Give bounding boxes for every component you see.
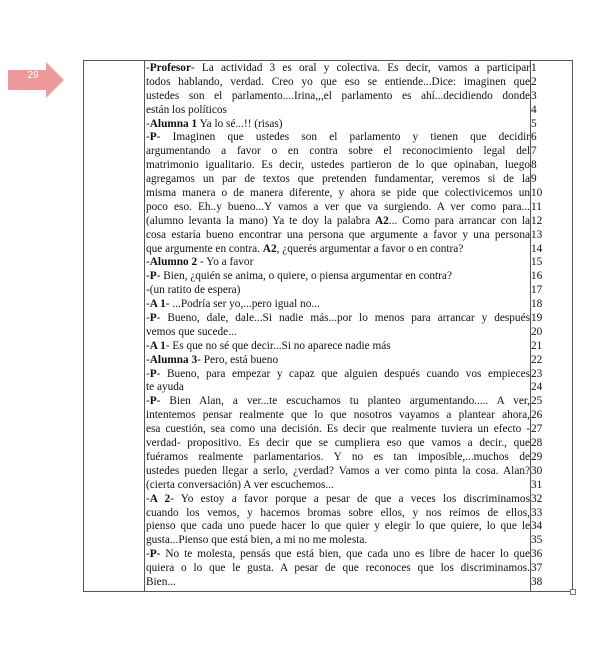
transcript-line — [146, 326, 530, 340]
transcript-line — [146, 368, 530, 382]
line-number: 4 — [531, 103, 537, 116]
transcript-text: ustedes pueden llegar a serlo, ¿verdad? Vamos a ver como pinta la cosa. Alan? — [146, 464, 530, 477]
line-number: 34 — [531, 520, 543, 533]
transcript-line — [146, 298, 530, 312]
line-number: 22 — [531, 353, 543, 366]
line-number: 3 — [531, 89, 537, 102]
left-column-divider — [144, 61, 145, 591]
speaker-label: Alumno 2 — [149, 256, 198, 269]
transcript-text: - — [146, 367, 150, 380]
transcript-line — [146, 187, 530, 201]
line-number: 38 — [531, 575, 543, 588]
transcript-text: - Bueno, para empezar y capaz que alguien después cuando vos empieces — [156, 367, 530, 380]
line-number: 2 — [531, 75, 537, 88]
line-number: 24 — [531, 381, 543, 394]
transcript-text: vemos que sucede... — [146, 325, 237, 338]
transcript-line — [146, 215, 530, 229]
speaker-label: A 1 — [149, 339, 166, 352]
transcript-line — [146, 243, 530, 257]
transcript-text: verdad- propositivo. Es decir que se cumpliera eso que vamos a decir., que — [146, 437, 530, 450]
transcript-text: intentemos pensar realmente que lo que nosotros vayamos a plantear ahora, — [146, 409, 530, 422]
transcript-line — [146, 284, 530, 298]
transcript-text: todos hablando, verdad. Creo yo que eso se entiende...Dice: imaginen que — [146, 75, 530, 88]
transcript-text: - Yo estoy a favor porque a pesar de que a veces los discriminamos — [170, 492, 530, 505]
page-marker-number: 29 — [27, 70, 39, 81]
line-number: 27 — [531, 423, 543, 436]
transcript-text: - — [146, 62, 150, 74]
transcript-text: esa cuestión, sea como una decisión. Es decir que realmente tuviera un efecto - — [146, 423, 530, 436]
line-number: 11 — [531, 200, 542, 213]
transcript-line — [146, 395, 530, 409]
transcript-text: cuando los vemos, y hacemos bromas sobre ellos, y nos reímos de ellos, — [146, 506, 530, 519]
transcript-text: argumentando a favor o en contra sobre el reconocimiento legal del — [146, 145, 530, 158]
speaker-label: P — [149, 395, 157, 408]
line-number: 12 — [531, 214, 543, 227]
transcript-text: - No te molesta, pensás que está bien, que cada uno es libre de hacer lo que — [156, 548, 530, 561]
speaker-label: P — [149, 131, 157, 144]
line-number: 25 — [531, 395, 543, 408]
transcript-text: gusta...Pienso que está bien, a mi no me molesta. — [146, 534, 368, 547]
transcript-line — [146, 62, 530, 76]
line-number: 8 — [531, 159, 537, 172]
transcript-line — [146, 409, 530, 423]
transcript-line — [146, 465, 530, 479]
transcript-text: - — [146, 339, 150, 352]
transcript-text: cosa estaría bueno encontrar una persona que argumente a favor y una persona — [146, 228, 530, 241]
speaker-label: A 2 — [149, 492, 171, 505]
line-number: 35 — [531, 534, 543, 547]
line-number: 20 — [531, 325, 543, 338]
transcript-line — [146, 173, 530, 187]
transcript-line — [146, 562, 530, 576]
transcript-text: Bien... — [146, 575, 176, 588]
line-number: 18 — [531, 298, 543, 311]
transcript-line — [146, 131, 530, 145]
line-number: 6 — [531, 131, 537, 144]
transcript-line — [146, 548, 530, 562]
transcript-text: - Pero, está bueno — [197, 353, 279, 366]
transcript-line — [146, 354, 530, 368]
transcript-line — [146, 423, 530, 437]
speaker-label: P — [149, 312, 157, 325]
transcript-line — [146, 381, 530, 395]
transcript-text: - — [146, 353, 150, 366]
line-number-column — [531, 62, 561, 590]
transcript-line — [146, 145, 530, 159]
transcript-text: - — [146, 131, 150, 144]
transcript-text: - — [146, 548, 150, 561]
transcript-line — [146, 507, 530, 521]
table-resize-handle[interactable] — [570, 589, 576, 595]
transcript-line — [146, 520, 530, 534]
line-number: 1 — [531, 62, 537, 74]
transcript-line — [146, 340, 530, 354]
line-number: 9 — [531, 173, 537, 186]
transcript-text: - — [146, 312, 150, 325]
transcript-line — [146, 118, 530, 132]
transcript-line — [146, 312, 530, 326]
transcript-text: , ¿querés argumentar a favor o en contra? — [276, 242, 464, 255]
transcript-text: te ayuda — [146, 381, 184, 394]
transcript-line — [146, 76, 530, 90]
line-number: 5 — [531, 117, 537, 130]
transcript-text: (alumno levanta la mano) Ya te doy la palabra — [146, 214, 375, 227]
transcript-text: - — [146, 395, 150, 408]
transcript-text: quiera o lo que le gusta. A pesar de que reconoces que los discriminamos. — [146, 562, 530, 575]
line-number: 16 — [531, 270, 543, 283]
transcript-text: (cierta conversación) A ver escuchemos... — [146, 478, 334, 491]
speaker-label: P — [149, 548, 157, 561]
line-number: 21 — [531, 339, 543, 352]
transcript-text: pienso que cada uno puede hacer lo que quier y elegir lo que quiere, lo que le — [146, 520, 530, 533]
transcript-text: - La actividad 3 es oral y colectiva. Es decir, vamos a participar — [190, 62, 530, 74]
speaker-label: A2 — [262, 242, 277, 255]
transcript-text: - Bueno, dale, dale...Si nadie más...por lo menos para arrancar y después — [156, 312, 530, 325]
transcript-text: - ...Podría ser yo,...pero igual no... — [165, 298, 320, 311]
speaker-label: A2 — [374, 214, 389, 227]
transcript-text: fuéramos realmente parlamentarios. Y no es tan imposible,...muchos de — [146, 450, 530, 463]
transcript-text: ... Como para arrancar con la — [388, 214, 530, 227]
line-number: 30 — [531, 464, 543, 477]
speaker-label: Alumna 1 — [149, 117, 198, 130]
line-number: 19 — [531, 312, 543, 325]
line-number: 17 — [531, 284, 543, 297]
transcript-text: que argumente en contra. — [146, 242, 263, 255]
line-number: 33 — [531, 506, 543, 519]
transcript-line — [146, 159, 530, 173]
speaker-label: Profesor — [149, 62, 191, 74]
transcript-text: - Es que no sé que decir...Si no aparece nadie más — [165, 339, 391, 352]
line-number: 29 — [531, 450, 543, 463]
speaker-label: P — [149, 270, 157, 283]
transcript-text: poco eso. Eh..y bueno...Y vamos a ver que va surgiendo. A ver como para... — [146, 200, 530, 213]
transcript-line — [146, 451, 530, 465]
transcript-line — [146, 256, 530, 270]
line-number: 36 — [531, 548, 543, 561]
transcript-text: - — [146, 270, 150, 283]
line-number: 37 — [531, 562, 543, 575]
transcript-line — [146, 90, 530, 104]
transcript-text: misma manera o de manera diferente, y ahora se pide que colectivicemos un — [146, 187, 530, 200]
transcript-line — [146, 534, 530, 548]
transcript-line — [146, 201, 530, 215]
line-number: 10 — [531, 187, 543, 200]
transcript-line — [146, 493, 530, 507]
line-number: 26 — [531, 409, 543, 422]
transcript-text: - Imaginen que ustedes son el parlamento y tienen que decidir — [156, 131, 530, 144]
line-number: 28 — [531, 437, 543, 450]
line-number: 15 — [531, 256, 543, 269]
transcript-line — [146, 229, 530, 243]
transcript-text: - Bien, ¿quién se anima, o quiere, o piensa argumentar en contra? — [156, 270, 452, 283]
transcript-text: - — [146, 492, 150, 505]
transcript-line — [146, 576, 530, 590]
transcript-table — [83, 60, 573, 592]
speaker-label: P — [149, 367, 157, 380]
transcript-text: - — [146, 256, 150, 269]
transcript-text: están los políticos — [146, 103, 227, 116]
transcript-line — [146, 437, 530, 451]
transcript-text: - Yo a favor — [197, 256, 254, 269]
transcript-line — [146, 104, 530, 118]
transcript-text: agregamos un par de textos que pretenden fundamentar, veremos si de la — [146, 173, 530, 186]
line-number: 23 — [531, 367, 543, 380]
line-number: 7 — [531, 145, 537, 158]
transcript-line — [146, 270, 530, 284]
transcript-text: matrimonio igualitario. Es decir, ustedes partieron de lo que opinaban, luego — [146, 159, 530, 172]
speaker-label: A 1 — [149, 298, 166, 311]
transcript-text: Ya lo sé...!! (risas) — [197, 117, 283, 130]
line-number: 13 — [531, 228, 543, 241]
transcript-text: ustedes son el parlamento....Irina,,,el parlamento es ahí...decidiendo donde — [146, 89, 530, 102]
line-number: 31 — [531, 478, 543, 491]
transcript-text: - — [146, 298, 150, 311]
transcript-text-column — [146, 62, 530, 590]
transcript-text: -(un ratito de espera) — [146, 284, 241, 297]
speaker-label: Alumna 3 — [149, 353, 198, 366]
line-number: 14 — [531, 242, 543, 255]
transcript-line — [146, 479, 530, 493]
line-number: 32 — [531, 492, 543, 505]
transcript-text: - Bien Alan, a ver...te escuchamos tu planteo argumentando..... A ver, — [156, 395, 530, 408]
transcript-text: - — [146, 117, 150, 130]
